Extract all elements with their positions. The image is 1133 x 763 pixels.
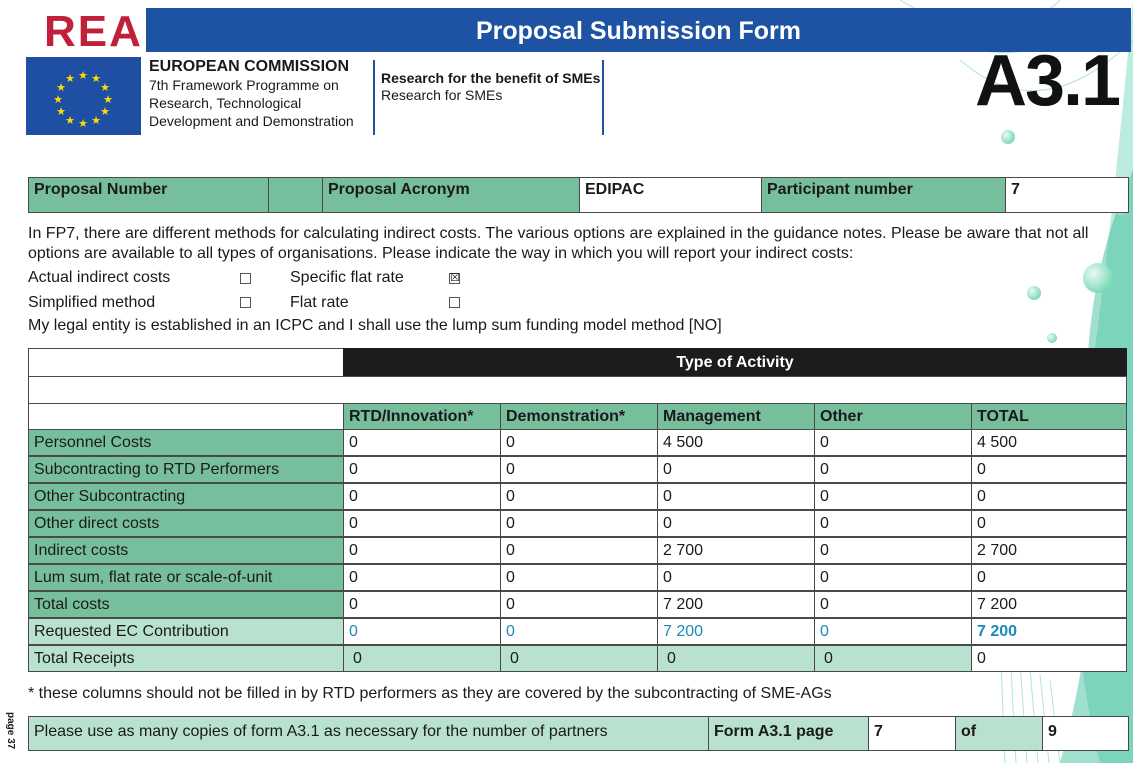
program-block bbox=[381, 70, 601, 104]
table-cell[interactable]: 0 bbox=[343, 618, 501, 645]
table-label-header bbox=[28, 403, 344, 430]
commission-block bbox=[149, 57, 369, 130]
table-cell[interactable]: 0 bbox=[343, 537, 501, 564]
commission-line: Development and Demonstration bbox=[149, 113, 354, 129]
svg-text:★: ★ bbox=[53, 93, 63, 106]
participant-number-label: Participant number bbox=[761, 177, 1006, 213]
form-title: Proposal Submission Form bbox=[146, 8, 1131, 52]
table-cell[interactable]: 0 bbox=[657, 456, 815, 483]
row-label: Other direct costs bbox=[28, 510, 344, 537]
footnote: * these columns should not be filled in by RTD performers as they are covered by the subcontracting of SME-AGs bbox=[28, 685, 832, 702]
table-cell[interactable]: 7 200 bbox=[971, 618, 1127, 645]
svg-text:★: ★ bbox=[56, 105, 66, 118]
table-cell[interactable]: 4 500 bbox=[971, 429, 1127, 456]
footer-page-label: Form A3.1 page bbox=[708, 716, 869, 751]
row-label: Other Subcontracting bbox=[28, 483, 344, 510]
col-total-header: TOTAL bbox=[971, 403, 1127, 430]
commission-title: EUROPEAN COMMISSION bbox=[149, 58, 350, 75]
row-label: Subcontracting to RTD Performers bbox=[28, 456, 344, 483]
option-flat-checkbox[interactable] bbox=[449, 297, 460, 308]
svg-text:★: ★ bbox=[100, 105, 110, 118]
col-demonstration-header: Demonstration* bbox=[500, 403, 658, 430]
table-cell[interactable]: 0 bbox=[500, 645, 658, 672]
table-cell[interactable]: 0 bbox=[814, 456, 972, 483]
table-cell[interactable]: 0 bbox=[657, 510, 815, 537]
table-cell[interactable]: 0 bbox=[971, 483, 1127, 510]
option-specific-checkbox[interactable]: ☒ bbox=[450, 272, 460, 284]
table-cell[interactable]: 0 bbox=[657, 564, 815, 591]
table-cell[interactable]: 0 bbox=[971, 645, 1127, 672]
table-cell[interactable]: 2 700 bbox=[971, 537, 1127, 564]
row-label: Total costs bbox=[28, 591, 344, 618]
proposal-number-field[interactable] bbox=[268, 177, 323, 213]
table-cell[interactable]: 0 bbox=[343, 510, 501, 537]
option-simplified-label: Simplified method bbox=[28, 294, 156, 311]
proposal-acronym-field[interactable]: EDIPAC bbox=[579, 177, 762, 213]
table-cell[interactable]: 7 200 bbox=[971, 591, 1127, 618]
footer-page-value: 7 bbox=[868, 716, 956, 751]
legal-entity-text: My legal entity is established in an ICPC and I shall use the lump sum funding model method [NO] bbox=[28, 317, 722, 334]
table-cell[interactable]: 0 bbox=[814, 618, 972, 645]
intro-text: In FP7, there are different methods for calculating indirect costs. The various options are explained in the guidance notes. Please be aware that not all options are available to all types of organisations. Please indicate the way in which you will report your indirect costs: bbox=[28, 225, 1089, 262]
commission-line: 7th Framework Programme on bbox=[149, 77, 339, 93]
side-page-number: page 37 bbox=[5, 712, 16, 750]
proposal-acronym-label: Proposal Acronym bbox=[322, 177, 580, 213]
type-of-activity-header: Type of Activity bbox=[343, 348, 1127, 377]
table-cell[interactable]: 0 bbox=[971, 456, 1127, 483]
eu-flag-icon bbox=[26, 57, 141, 135]
svg-text:★: ★ bbox=[78, 69, 88, 82]
participant-number-field[interactable]: 7 bbox=[1005, 177, 1129, 213]
col-rtd-header: RTD/Innovation* bbox=[343, 403, 501, 430]
table-cell[interactable]: 0 bbox=[971, 510, 1127, 537]
table-blank-row bbox=[28, 376, 1127, 404]
form-code: A3.1 bbox=[975, 41, 1120, 121]
table-cell[interactable]: 7 200 bbox=[657, 591, 815, 618]
svg-text:★: ★ bbox=[103, 93, 113, 106]
table-cell[interactable]: 0 bbox=[657, 645, 815, 672]
table-cell[interactable]: 0 bbox=[500, 537, 658, 564]
option-actual-label: Actual indirect costs bbox=[28, 269, 171, 286]
svg-text:★: ★ bbox=[56, 81, 66, 94]
table-cell[interactable]: 0 bbox=[971, 564, 1127, 591]
row-label: Requested EC Contribution bbox=[28, 618, 344, 645]
table-corner bbox=[28, 348, 344, 377]
table-cell[interactable]: 0 bbox=[500, 510, 658, 537]
table-cell[interactable]: 2 700 bbox=[657, 537, 815, 564]
table-cell[interactable]: 0 bbox=[814, 564, 972, 591]
svg-text:★: ★ bbox=[100, 81, 110, 94]
table-cell[interactable]: 0 bbox=[814, 483, 972, 510]
program-subtitle: Research for SMEs bbox=[381, 87, 503, 103]
footer-of-label: of bbox=[955, 716, 1043, 751]
footer-note: Please use as many copies of form A3.1 as necessary for the number of partners bbox=[28, 716, 709, 751]
table-cell[interactable]: 0 bbox=[500, 591, 658, 618]
table-cell[interactable]: 4 500 bbox=[657, 429, 815, 456]
table-cell[interactable]: 0 bbox=[343, 564, 501, 591]
table-cell[interactable]: 0 bbox=[500, 429, 658, 456]
row-label: Lum sum, flat rate or scale-of-unit bbox=[28, 564, 344, 591]
table-cell[interactable]: 0 bbox=[343, 483, 501, 510]
table-cell[interactable]: 0 bbox=[657, 483, 815, 510]
commission-line: Research, Technological bbox=[149, 95, 302, 111]
svg-text:★: ★ bbox=[91, 72, 101, 85]
table-cell[interactable]: 0 bbox=[343, 591, 501, 618]
svg-text:★: ★ bbox=[65, 72, 75, 85]
col-other-header: Other bbox=[814, 403, 972, 430]
table-cell[interactable]: 0 bbox=[814, 537, 972, 564]
row-label: Personnel Costs bbox=[28, 429, 344, 456]
divider bbox=[373, 60, 375, 135]
table-cell[interactable]: 0 bbox=[500, 456, 658, 483]
proposal-number-label: Proposal Number bbox=[28, 177, 269, 213]
table-cell[interactable]: 0 bbox=[814, 510, 972, 537]
option-actual-checkbox[interactable] bbox=[240, 273, 251, 284]
row-label: Total Receipts bbox=[28, 645, 344, 672]
divider bbox=[602, 60, 604, 135]
table-cell[interactable]: 0 bbox=[500, 564, 658, 591]
table-cell[interactable]: 7 200 bbox=[657, 618, 815, 645]
row-label: Indirect costs bbox=[28, 537, 344, 564]
svg-text:★: ★ bbox=[91, 114, 101, 127]
footer-of-value: 9 bbox=[1042, 716, 1129, 751]
option-flat-label: Flat rate bbox=[290, 294, 349, 311]
table-cell[interactable]: 0 bbox=[500, 618, 658, 645]
table-cell[interactable]: 0 bbox=[814, 591, 972, 618]
rea-logo: REA bbox=[44, 7, 143, 56]
col-management-header: Management bbox=[657, 403, 815, 430]
program-title: Research for the benefit of SMEs bbox=[381, 70, 601, 86]
option-specific-label: Specific flat rate bbox=[290, 269, 404, 286]
table-cell[interactable]: 0 bbox=[343, 429, 501, 456]
table-cell[interactable]: 0 bbox=[343, 456, 501, 483]
svg-text:★: ★ bbox=[78, 117, 88, 130]
table-cell[interactable]: 0 bbox=[343, 645, 501, 672]
table-cell[interactable]: 0 bbox=[814, 645, 972, 672]
table-cell[interactable]: 0 bbox=[500, 483, 658, 510]
option-simplified-checkbox[interactable] bbox=[240, 297, 251, 308]
table-cell[interactable]: 0 bbox=[814, 429, 972, 456]
svg-text:★: ★ bbox=[65, 114, 75, 127]
